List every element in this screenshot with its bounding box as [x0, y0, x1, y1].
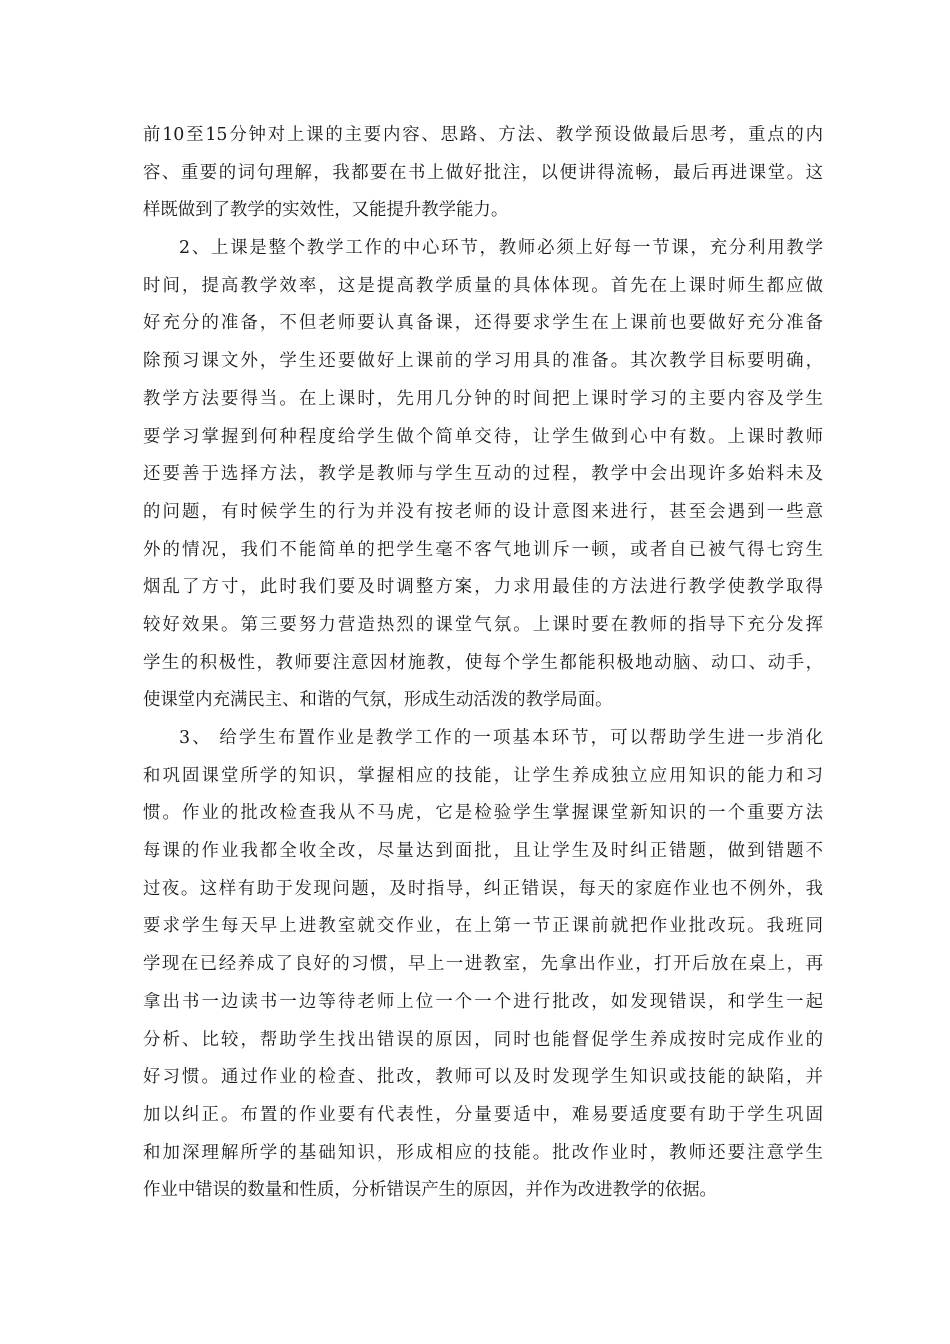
- text-line: 分析、比较，帮助学生找出错误的原因，同时也能督促学生养成按时完成作业的: [143, 1029, 823, 1050]
- text-line: 和巩固课堂所学的知识，掌握相应的技能，让学生养成独立应用知识的能力和习: [143, 765, 823, 786]
- text-line: 样既做到了教学的实效性，又能提升教学能力。: [143, 200, 509, 221]
- text-line: 要求学生每天早上进教室就交作业，在上第一节正课前就把作业批改玩。我班同: [143, 916, 823, 937]
- text-line: 2、上课是整个教学工作的中心环节，教师必须上好每一节课，充分利用教学: [179, 238, 823, 259]
- text-line: 学现在已经养成了良好的习惯，早上一进教室，先拿出作业，打开后放在桌上，再: [143, 954, 823, 975]
- text-line: 加以纠正。布置的作业要有代表性，分量要适中，难易要适度要有助于学生巩固: [143, 1104, 823, 1125]
- text-line: 每课的作业我都全收全改，尽量达到面批，且让学生及时纠正错题，做到错题不: [143, 841, 823, 862]
- text-line: 还要善于选择方法，教学是教师与学生互动的过程，教学中会出现许多始料未及: [143, 464, 823, 485]
- text-line: 前10至15分钟对上课的主要内容、思路、方法、教学预设做最后思考，重点的内: [143, 125, 823, 145]
- text-line: 较好效果。第三要努力营造热烈的课堂气氛。上课时要在教师的指导下充分发挥: [143, 614, 823, 635]
- text-line: 拿出书一边读书一边等待老师上位一个一个进行批改，如发现错误，和学生一起: [143, 991, 823, 1012]
- text-line: 好习惯。通过作业的检查、批改，教师可以及时发现学生知识或技能的缺陷，并: [143, 1067, 823, 1088]
- text-line: 除预习课文外，学生还要做好上课前的学习用具的准备。其次教学目标要明确，: [143, 351, 823, 372]
- text-line: 过夜。这样有助于发现问题，及时指导，纠正错误，每天的家庭作业也不例外，我: [143, 878, 823, 899]
- text-line: 的问题，有时候学生的行为并没有按老师的设计意图来进行，甚至会遇到一些意: [143, 501, 823, 522]
- text-line: 和加深理解所学的基础知识，形成相应的技能。批改作业时，教师还要注意学生: [143, 1142, 823, 1163]
- text-line: 要学习掌握到何种程度给学生做个简单交待，让学生做到心中有数。上课时教师: [143, 426, 823, 447]
- text-line: 使课堂内充满民主、和谐的气氛，形成生动活泼的教学局面。: [143, 690, 613, 711]
- text-line: 惯。作业的批改检查我从不马虎，它是检验学生掌握课堂新知识的一个重要方法: [143, 803, 823, 824]
- text-line: 时间，提高教学效率，这是提高教学质量的具体体现。首先在上课时师生都应做: [143, 275, 823, 296]
- text-line: 好充分的准备，不但老师要认真备课，还得要求学生在上课前也要做好充分准备: [143, 313, 823, 334]
- text-line: 容、重要的词句理解，我都要在书上做好批注，以便讲得流畅，最后再进课堂。这: [143, 162, 823, 183]
- text-line: 烟乱了方寸，此时我们要及时调整方案，力求用最佳的方法进行教学使教学取得: [143, 577, 823, 598]
- text-line: 3、 给学生布置作业是教学工作的一项基本环节，可以帮助学生进一步消化: [179, 728, 823, 748]
- text-line: 作业中错误的数量和性质，分析错误产生的原因，并作为改进教学的依据。: [143, 1180, 717, 1201]
- document-body: [143, 117, 823, 1210]
- text-line: 外的情况，我们不能简单的把学生毫不客气地训斥一顿，或者自已被气得七窍生: [143, 539, 823, 560]
- text-line: 教学方法要得当。在上课时，先用几分钟的时间把上课时学习的主要内容及学生: [143, 388, 823, 409]
- text-line: 学生的积极性，教师要注意因材施教，使每个学生都能积极地动脑、动口、动手，: [143, 652, 823, 673]
